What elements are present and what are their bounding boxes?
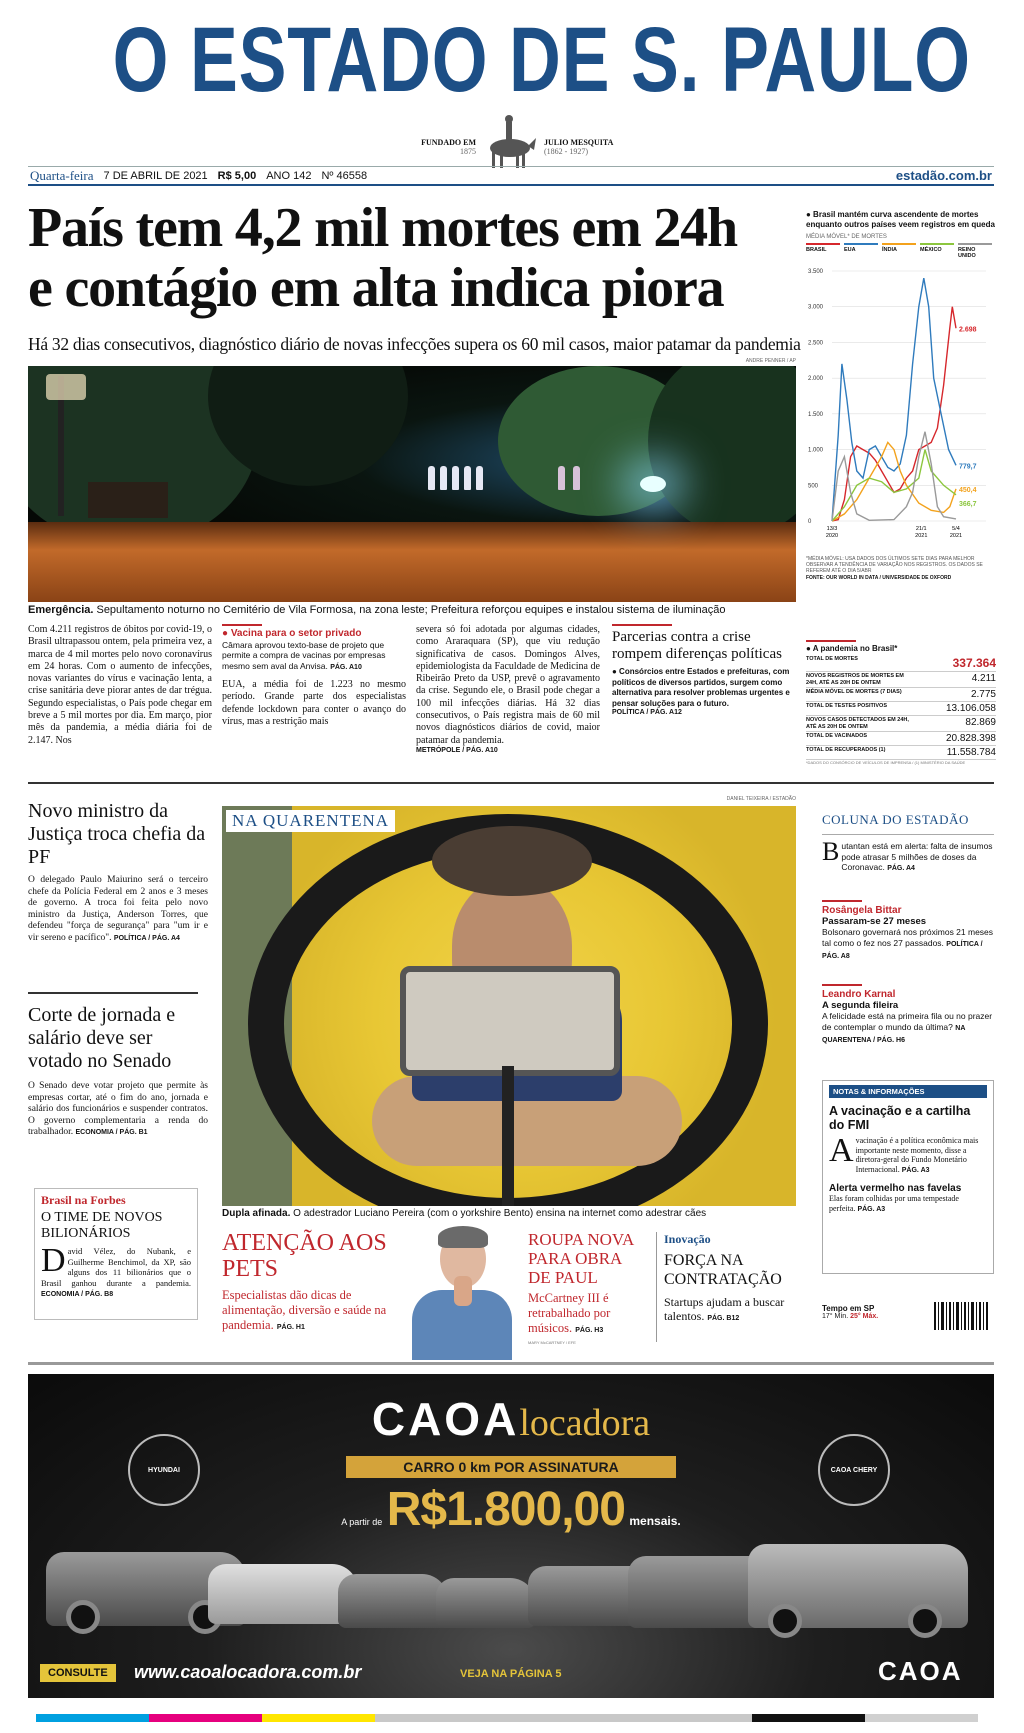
y-tick-label: 2.500 [808,340,824,347]
coluna-body: Butantan está em alerta: falta de insumos pode atrasar 5 milhões de doses da Coronavac. PÁG. A4 [822,837,993,872]
issue-date: 7 DE ABRIL DE 2021 [103,169,208,182]
section-divider [28,782,994,784]
quarentena-caption: Dupla afinada. O adestrador Luciano Pereira (com o yorkshire Bento) ensina na internet como adestrar cães [222,1208,707,1219]
lead-column-2-text: EUA, a média foi de 1.223 no mesmo período. Grande parte dos especialistas defende lockdown para conter o avanço do vírus, mas a restrição mais [222,679,406,727]
stat-label: NOVOS CASOS DETECTADOS EM 24H, ATÉ AS 20H DE ONTEM [806,717,909,730]
x-tick-label: 13/3 [826,526,838,532]
founded-label: FUNDADO EM [421,138,476,147]
lead-column-3-text: severa só foi adotada por algumas cidades, como Araraquara (SP), que viu redução significativa de casos. Domingos Alves, epidemiologista da Faculdade de Medicina de Ribeirão Preto da USP, prevê o agravamento da crise. Segundo ele, o Brasil pode chegar a 100 mil infecções diárias. Há 32 dias consecutivos, o País registra mais de 60 mil novos diagnósticos diários de covid, maior patamar da pandemia. [416,624,600,746]
series-line-india [832,442,956,521]
lead-headline-line2: e contágio em alta indica piora [28,257,724,319]
stat-row [806,746,996,760]
stat-label: MÉDIA MÓVEL DE MORTES (7 DIAS) [806,689,902,695]
stat-row [806,702,996,716]
coluna-title: COLUNA DO ESTADÃO [822,812,969,827]
issue-price: R$ 5,00 [217,169,257,182]
y-tick-label: 0 [808,519,812,525]
stat-label: NOVOS REGISTROS DE MORTES EM 24H, ATÉ AS 20H DE ONTEM [806,673,904,686]
pf-story[interactable] [28,800,208,944]
series-end-label: 366,7 [959,500,977,508]
bittar-title: Passaram-se 27 meses [822,916,927,927]
forbes-title: O TIME DE NOVOS BILIONÁRIOS [41,1210,163,1241]
legend-item-mexico: MÉXICO [920,243,954,259]
ad-brand-suffix: locadora [519,1402,651,1444]
paul-credit: MARY McCARTNEY / EFE [528,1340,576,1345]
stat-value: 4.211 [971,673,996,684]
karnal-name: Leandro Karnal [822,989,896,1000]
senado-title: Corte de jornada e salário deve ser votado no Senado [28,1004,176,1072]
lead-column-1: Com 4.211 registros de óbitos por covid-19, o Brasil ultrapassou ontem, pela primeira vez, a marca de 4 mil mortes pelo novo coronavírus em 24 horas. Com o aumento de infecções, novas variantes do vírus e vacinação lenta, a crise sanitária deve piorar antes de dar trégua. Segundo especialistas, o País pode chegar em breve a 5 mil mortes por dia. Em março, pior mês da pandemia, a média diária foi de 2.147. Nos [28,624,212,746]
issue-year: ANO 142 [266,169,312,182]
y-tick-label: 3.000 [808,304,824,311]
pandemic-stats-box [806,640,996,770]
stat-row [806,732,996,746]
forbes-dropcap: D [41,1242,66,1279]
x-tick-label: 21/1 [915,526,927,532]
stat-row [806,672,996,688]
quarentena-credit: DANIEL TEIXEIRA / ESTADÃO [726,796,796,802]
notas-box [822,1080,994,1274]
quarentena-photo[interactable] [222,806,796,1206]
notas-header: NOTAS & INFORMAÇÕES [829,1085,987,1098]
x-tick-year: 2021 [915,533,928,539]
y-tick-label: 2.000 [808,376,824,383]
caoa-chery-badge: CAOA CHERY [818,1434,890,1506]
y-tick-label: 500 [808,483,819,490]
lead-photo-caption [28,604,798,616]
dateline-bar [28,166,994,186]
parcerias-story[interactable] [612,624,796,716]
legend-item-reino-unido: REINO UNIDO [958,243,992,259]
divider [28,992,198,994]
ad-ribbon: CARRO 0 km POR ASSINATURA [346,1456,676,1478]
y-tick-label: 3.500 [808,269,824,275]
ad-url[interactable]: www.caoalocadora.com.br [134,1662,362,1682]
forbes-box[interactable] [34,1188,198,1320]
stat-label: TOTAL DE MORTES [806,656,858,662]
chart-note: *MÉDIA MÓVEL: USA DADOS DOS ÚLTIMOS SETE DIAS PARA MELHOR OBSERVAR A TENDÊNCIA DE VARIAÇÃO NOS REGISTROS. OS DADOS SE REFEREM ATÉ O DIA 5/ABR [806,556,983,574]
lead-subhead: Há 32 dias consecutivos, diagnóstico diário de novas infecções supera os 60 mil casos, maior patamar da pandemia [28,334,801,354]
ad-price-line: A partir de R$1.800,00 mensais. [341,1483,681,1536]
series-end-label: 779,7 [959,463,977,471]
legend-item-india: ÍNDIA [882,243,916,259]
series-line-eua [832,278,956,521]
founded-info [410,138,476,156]
chart-intro: ● Brasil mantém curva ascendente de mortes enquanto outros países veem registros em queda [806,210,995,229]
stat-value: 13.106.058 [945,703,996,714]
weather-box [822,1304,902,1320]
stat-label: TOTAL DE TESTES POSITIVOS [806,703,887,709]
founder-name: JULIO MESQUITA [544,138,614,147]
ad-consulte: CONSULTE [40,1664,116,1682]
notas1-title[interactable]: A vacinação e a cartilha do FMI [829,1104,971,1132]
senado-story[interactable] [28,1004,208,1139]
deaths-chart-panel [806,210,996,640]
na-quarentena-tag: NA QUARENTENA [226,810,395,832]
deaths-line-chart [806,261,996,551]
stat-label: TOTAL DE RECUPERADOS (1) [806,747,886,753]
founded-year: 1875 [460,147,476,156]
legend-item-brasil: BRASIL [806,243,840,259]
newspaper-title: O ESTADO DE S. PAULO [112,9,971,111]
karnal-title: A segunda fileira [822,1000,899,1011]
stat-value: 2.775 [970,689,996,700]
chart-source: FONTE: OUR WORLD IN DATA / UNIVERSIDADE DE OXFORD [806,575,952,581]
x-tick-label: 5/4 [952,526,960,532]
stat-row [806,655,996,672]
pf-body: O delegado Paulo Maiurino será o terceiro chefe da Polícia Federal em 2 anos e 3 meses de governo. A troca foi feita pelo novo ministro da Justiça, Anderson Torres, que defendeu "força de segurança" para "um ir e vir sereno e pacífico". POLÍTICA / PÁG. A4 [28,875,208,943]
inovacao-teaser[interactable] [664,1232,798,1326]
senado-body: O Senado deve votar projeto que permite às empresas cortar, até o fim do ano, jornada e salário dos funcionários e suspender contratos. O governo complementaria a renda do trabalhador. ECONOMIA / PÁG. B1 [28,1081,208,1137]
x-tick-year: 2020 [825,533,839,539]
stat-value: 337.364 [952,656,996,670]
stats-title: ● A pandemia no Brasil* [806,644,898,653]
bittar-name: Rosângela Bittar [822,905,902,916]
pets-body: Especialistas dão dicas de alimentação, diversão e saúde na pandemia. PÁG. H1 [222,1288,387,1332]
lead-headline-line1: País tem 4,2 mil mortes em 24h [28,197,737,259]
caption-text: Sepultamento noturno no Cemitério de Vila Formosa, na zona leste; Prefeitura reforçou equipes e instalou sistema de iluminação [93,604,726,616]
stats-note: *DADOS DO CONSÓRCIO DE VEÍCULOS DE IMPRENSA / (1) MINISTÉRIO DA SAÚDE [806,760,966,765]
site-link[interactable]: estadão.com.br [895,168,992,183]
bittar-column[interactable] [822,900,994,963]
parcerias-body: ● Consórcios entre Estados e prefeituras, com políticos de diversos partidos, surgem como alternativa para resolver problemas urgentes e pensar soluções para o futuro. [612,667,790,708]
caoa-advertisement[interactable] [28,1374,994,1698]
photo-credit: ANDRE PENNER / AP [745,358,796,364]
forbes-kicker: Brasil na Forbes [41,1193,126,1207]
pets-title: ATENÇÃO AOS PETS [222,1230,387,1282]
weather-title: Tempo em SP [822,1304,875,1313]
stat-value: 11.558.784 [946,747,996,758]
pets-teaser[interactable] [222,1230,400,1335]
karnal-column[interactable] [822,984,994,1047]
stat-row [806,716,996,732]
color-registration-strip [36,1714,978,1722]
parcerias-title: Parcerias contra a crise rompem diferenças políticas [612,629,782,662]
ad-veja: VEJA NA PÁGINA 5 [460,1668,562,1680]
lead-column-3-ref[interactable]: METRÓPOLE / PÁG. A10 [416,746,498,754]
caption-bold: Emergência. [28,604,94,616]
paul-body: McCartney III é retrabalhado por músicos. PÁG. H3 [528,1291,611,1335]
founder-info [544,138,624,156]
hyundai-badge: HYUNDAI [128,1434,200,1506]
chart-legend [806,243,996,259]
stat-value: 82.869 [965,717,996,728]
inovacao-kicker: Inovação [664,1232,711,1246]
inovacao-body: Startups ajudam a buscar talentos. PÁG. B12 [664,1295,785,1323]
series-end-label: 450,4 [959,486,977,494]
notas2-title[interactable]: Alerta vermelho nas favelas [829,1183,962,1194]
chart-subtitle: MÉDIA MÓVEL* DE MORTES [806,234,887,240]
series-end-label: 2.698 [959,326,977,334]
founder-years: (1862 - 1927) [544,147,588,156]
bittar-body: Bolsonaro governará nos próximos 21 meses tal como o fez nos 27 passados. POLÍTICA / PÁG. A8 [822,927,994,960]
karnal-body: A felicidade está na primeira fila ou no prazer de contemplar o mundo da última? NA QUARENTENA / PÁG. H6 [822,1011,993,1044]
lead-headline[interactable] [28,198,798,318]
notas1-body: Avacinação é a política econômica mais importante neste momento, disse a diretora-geral do Fundo Monetário Internacional. PÁG. A3 [829,1132,979,1174]
y-tick-label: 1.000 [808,447,824,454]
stats-table [806,655,996,760]
notas2-body: Elas foram colhidas por uma tempestade perfeita. PÁG. A3 [829,1194,959,1213]
horseman-logo-icon [478,110,540,170]
y-tick-label: 1.500 [808,411,824,418]
stat-label: TOTAL DE VACINADOS [806,733,868,739]
ad-divider [28,1362,994,1365]
weather-values: 17° Mín. 25° Máx. [822,1313,879,1320]
ad-brand-line [28,1392,994,1446]
coluna-estadao[interactable] [822,812,994,875]
parcerias-ref: POLÍTICA / PÁG. A12 [612,709,682,716]
weekday: Quarta-feira [30,167,94,183]
legend-item-eua: EUA [844,243,878,259]
paul-teaser[interactable] [528,1230,648,1345]
lead-column-2 [222,624,406,728]
ad-footer-brand: CAOA [878,1656,963,1686]
paul-title: ROUPA NOVA PARA OBRA DE PAUL [528,1230,634,1287]
inovacao-title: FORÇA NA CONTRATAÇÃO [664,1252,782,1288]
stat-value: 20.828.398 [945,733,996,744]
issue-number: Nº 46558 [321,169,368,182]
forbes-body: David Vélez, do Nubank, e Guilherme Benchimol, da XP, são alguns dos 11 bilionários que o Brasil ganhou durante a pandemia. ECONOMIA / PÁG. B8 [41,1242,191,1298]
barcode-icon [930,1296,992,1338]
pf-title: Novo ministro da Justiça troca chefia da PF [28,800,206,868]
ad-price: R$1.800,00 [386,1483,625,1536]
vaccine-kicker-body: Câmara aprovou texto-base de projeto que permite a compra de vacinas por empresas mesmo sem aval da Anvisa. PÁG. A10 [222,639,386,671]
masthead [0,0,1024,180]
paul-mccartney-photo [396,1224,520,1360]
ad-brand: CAOA [371,1393,520,1445]
vaccine-kicker[interactable]: ● Vacina para o setor privado [222,628,362,639]
stat-row [806,688,996,702]
lead-photo-cemetery [28,366,796,602]
x-tick-year: 2021 [949,533,963,539]
lead-column-3 [416,624,600,754]
